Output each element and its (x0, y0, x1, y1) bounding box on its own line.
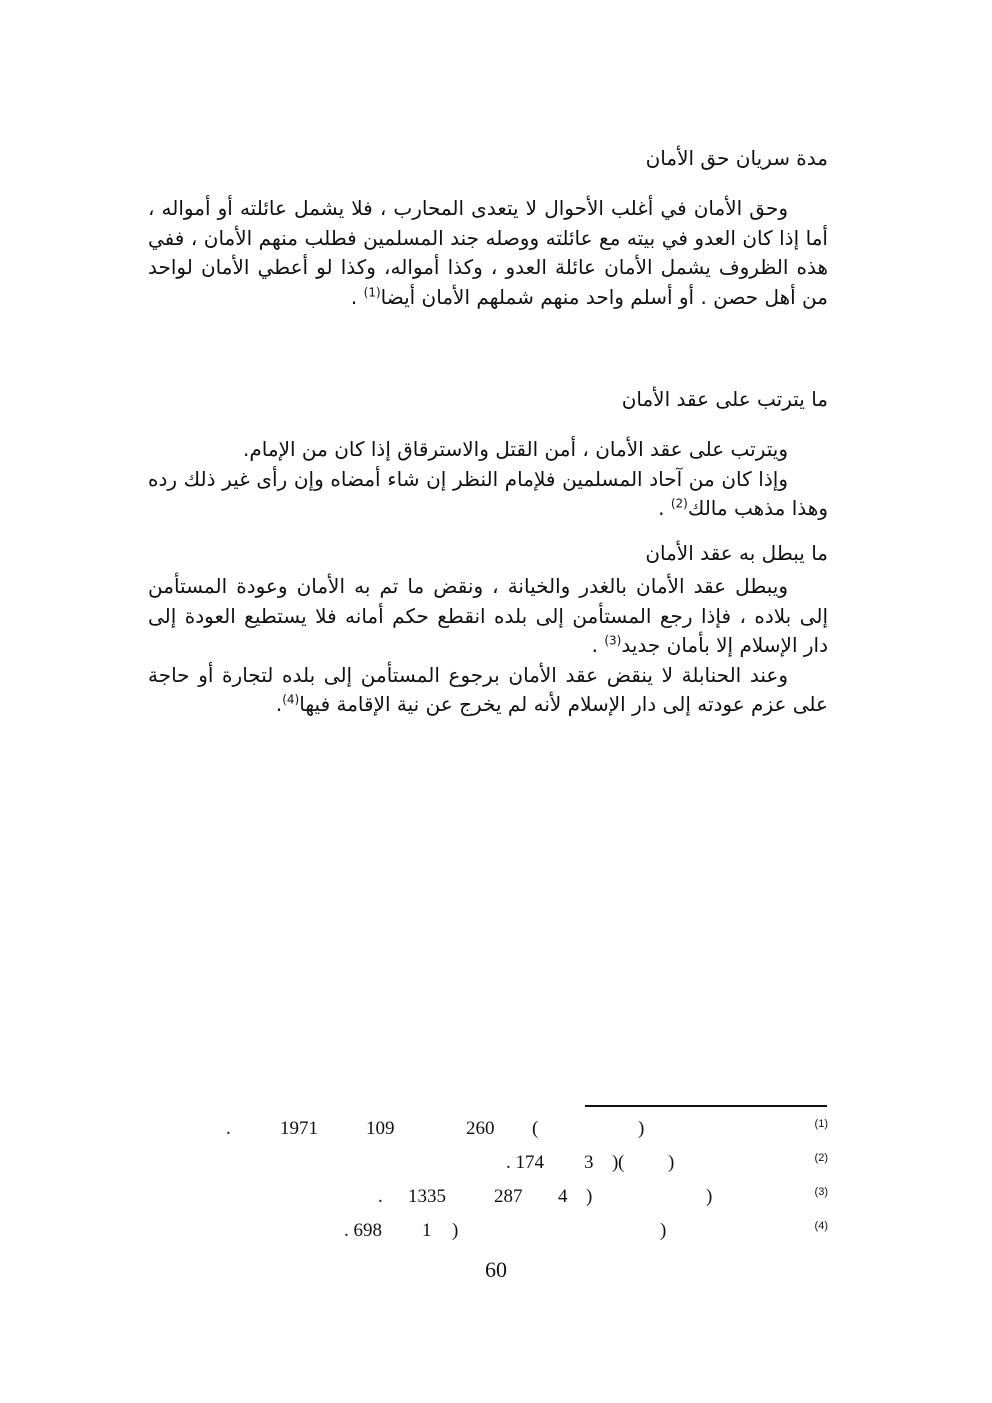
footnote-text: ) (612, 1152, 619, 1173)
footnote-text: ) (638, 1118, 645, 1139)
footnote-text: 1 (422, 1220, 432, 1241)
section-heading: ما يبطل به عقد الأمان (645, 541, 828, 565)
footnote-text: 109 (366, 1118, 395, 1139)
footnote-text: . (378, 1186, 383, 1207)
footnote-text: ( (532, 1118, 539, 1139)
footnote-text: ) (452, 1220, 459, 1241)
section-heading: مدة سريان حق الأمان (645, 146, 828, 170)
footnote-text: . (226, 1118, 231, 1139)
footnote-text: ) (668, 1152, 675, 1173)
footnote-text: 3 (584, 1152, 594, 1173)
footnote-text: ( (618, 1152, 625, 1173)
footnote-number: (1) (814, 1118, 828, 1130)
footnote-text: 260 (466, 1118, 495, 1139)
footnote (148, 1220, 828, 1252)
footnote-number: (4) (814, 1220, 828, 1232)
section-heading: ما يترتب على عقد الأمان (621, 387, 828, 411)
footnote-text: . 174 (506, 1152, 544, 1173)
paragraph: ويترتب على عقد الأمان ، أمن القتل والاسترقاق إذا كان من الإمام. وإذا كان من آحاد المسلمين فلإمام النظر إن شاء أمضاه وإن رأى غير ذلك رده وهذا مذهب مالك$^{(2)}$ . (148, 437, 828, 520)
page-number: 60 (485, 1257, 507, 1282)
paragraph: ويبطل عقد الأمان بالغدر والخيانة ، ونقض ما تم به الأمان وعودة المستأمن إلى بلاده ، فإذا رجع المستأمن إلى بلده انقطع حكم أمانه فلا يستطيع العودة إلى دار الإسلام إلا بأمان جديد$^{(3)}$ . وعند الحنابلة لا ينقض عقد الأمان برجوع المستأمن إلى بلده لتجارة أو حاجة على عزم عودته إلى دار الإسلام لأنه لم يخرج عن نية الإقامة فيها$^{(4)}$. (148, 574, 828, 716)
footnote-text: 1335 (408, 1186, 446, 1207)
footnote-ref[interactable]: (3) (604, 633, 622, 648)
paragraph: وحق الأمان في أغلب الأحوال لا يتعدى المحارب ، فلا يشمل عائلته أو أمواله ، أما إذا كان العدو في بيته مع عائلته ووصله جند المسلمين فطلب منهم الأمان ، ففي هذه الظروف يشمل الأمان عائلة العدو ، وكذا أمواله، وكذا لو أعطي الأمان لواحد من أهل حصن . أو أسلم واحد منهم شملهم الأمان أيضا$^{(1)}$ . (148, 196, 828, 309)
footnote-number: (3) (814, 1186, 828, 1198)
footnote-separator (585, 1105, 827, 1107)
footnote-text: ) (660, 1220, 667, 1241)
footnote-text: . 698 (344, 1220, 382, 1241)
footnote-ref[interactable]: (4) (282, 692, 300, 707)
footnote (148, 1186, 828, 1218)
footnote-ref[interactable]: (2) (670, 496, 688, 511)
footnote-text: 287 (494, 1186, 523, 1207)
footnote-number: (2) (814, 1152, 828, 1164)
footnote-ref[interactable]: (1) (363, 284, 381, 299)
footnote-text: 4 (558, 1186, 568, 1207)
footnote (148, 1118, 828, 1150)
footnote-text: ) (586, 1186, 593, 1207)
footnote-text: ) (706, 1186, 713, 1207)
footnote-text: 1971 (280, 1118, 318, 1139)
footnote (148, 1152, 828, 1184)
